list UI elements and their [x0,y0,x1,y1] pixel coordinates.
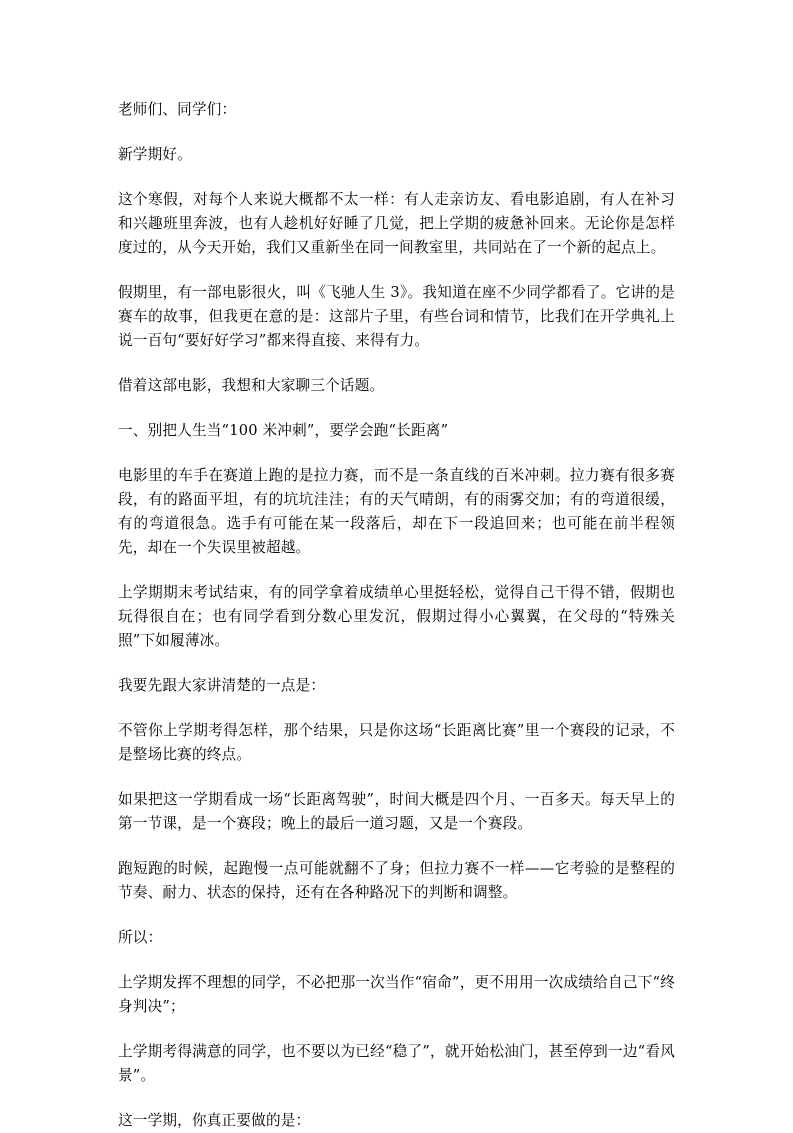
section-heading-one: 一、别把人生当“100 米冲刺”，要学会跑“长距离” [118,422,449,439]
greeting: 老师们、同学们： [118,101,237,118]
paragraph-winter-break: 这个寒假，对每个人来说大概都不太一样：有人走亲访友、看电影追剧，有人在补习和兴趣班里奔波，也有人趁机好好睡了几觉，把上学期的疲惫补回来。无论你是怎样度过的，从今天开始，我们又重新坐在同一间教室里，共同站在了一个新的起点上。 [118,191,675,256]
paragraph-not-stable: 上学期考得满意的同学，也不要以为已经“稳了”，就开始松油门，甚至停到一边“看风景”。 [118,1043,675,1084]
paragraph-not-destiny: 上学期发挥不理想的同学，不必把那一次当作“宿命”，更不用用一次成绩给自己下“终身判决”； [118,974,675,1015]
paragraph-three-topics: 借着这部电影，我想和大家聊三个话题。 [118,377,385,394]
paragraph-sprint-vs-rally: 跑短跑的时候，起跑慢一点可能就翻不了身；但拉力赛不一样——它考验的是整程的节奏、耐力、状态的保持，还有在各种路况下的判断和调整。 [118,860,675,901]
paragraph-long-drive: 如果把这一学期看成一场“长距离驾驶”，时间大概是四个月、一百多天。每天早上的第一节课，是一个赛段；晚上的最后一道习题，又是一个赛段。 [118,791,675,832]
paragraph-rally-race: 电影里的车手在赛道上跑的是拉力赛，而不是一条直线的百米冲刺。拉力赛有很多赛段，有的路面平坦，有的坑坑洼洼；有的天气晴朗，有的雨雾交加；有的弯道很缓，有的弯道很急。选手有可能在某一段落后，却在下一段追回来；也可能在前半程领先，却在一个失误里被超越。 [118,467,675,556]
paragraph-first-point: 我要先跟大家讲清楚的一点是： [118,677,326,694]
paragraph-what-to-do: 这一学期，你真正要做的是： [118,1112,311,1129]
new-term-greeting: 新学期好。 [118,146,192,163]
paragraph-last-term-exams: 上学期期末考试结束，有的同学拿着成绩单心里挺轻松，觉得自己干得不错，假期也玩得很自在；也有同学看到分数心里发沉，假期过得小心翼翼，在父母的“特殊关照”下如履薄冰。 [118,584,675,649]
paragraph-movie-intro: 假期里，有一部电影很火，叫《飞驰人生 3》。我知道在座不少同学都看了。它讲的是赛车的故事，但我更在意的是：这部片子里，有些台词和情节，比我们在开学典礼上说一百句“要好好学习”都来得直接、来得有力。 [118,284,675,349]
paragraph-stage-record: 不管你上学期考得怎样，那个结果，只是你这场“长距离比赛”里一个赛段的记录，不是整场比赛的终点。 [118,722,675,763]
paragraph-therefore: 所以： [118,929,163,946]
